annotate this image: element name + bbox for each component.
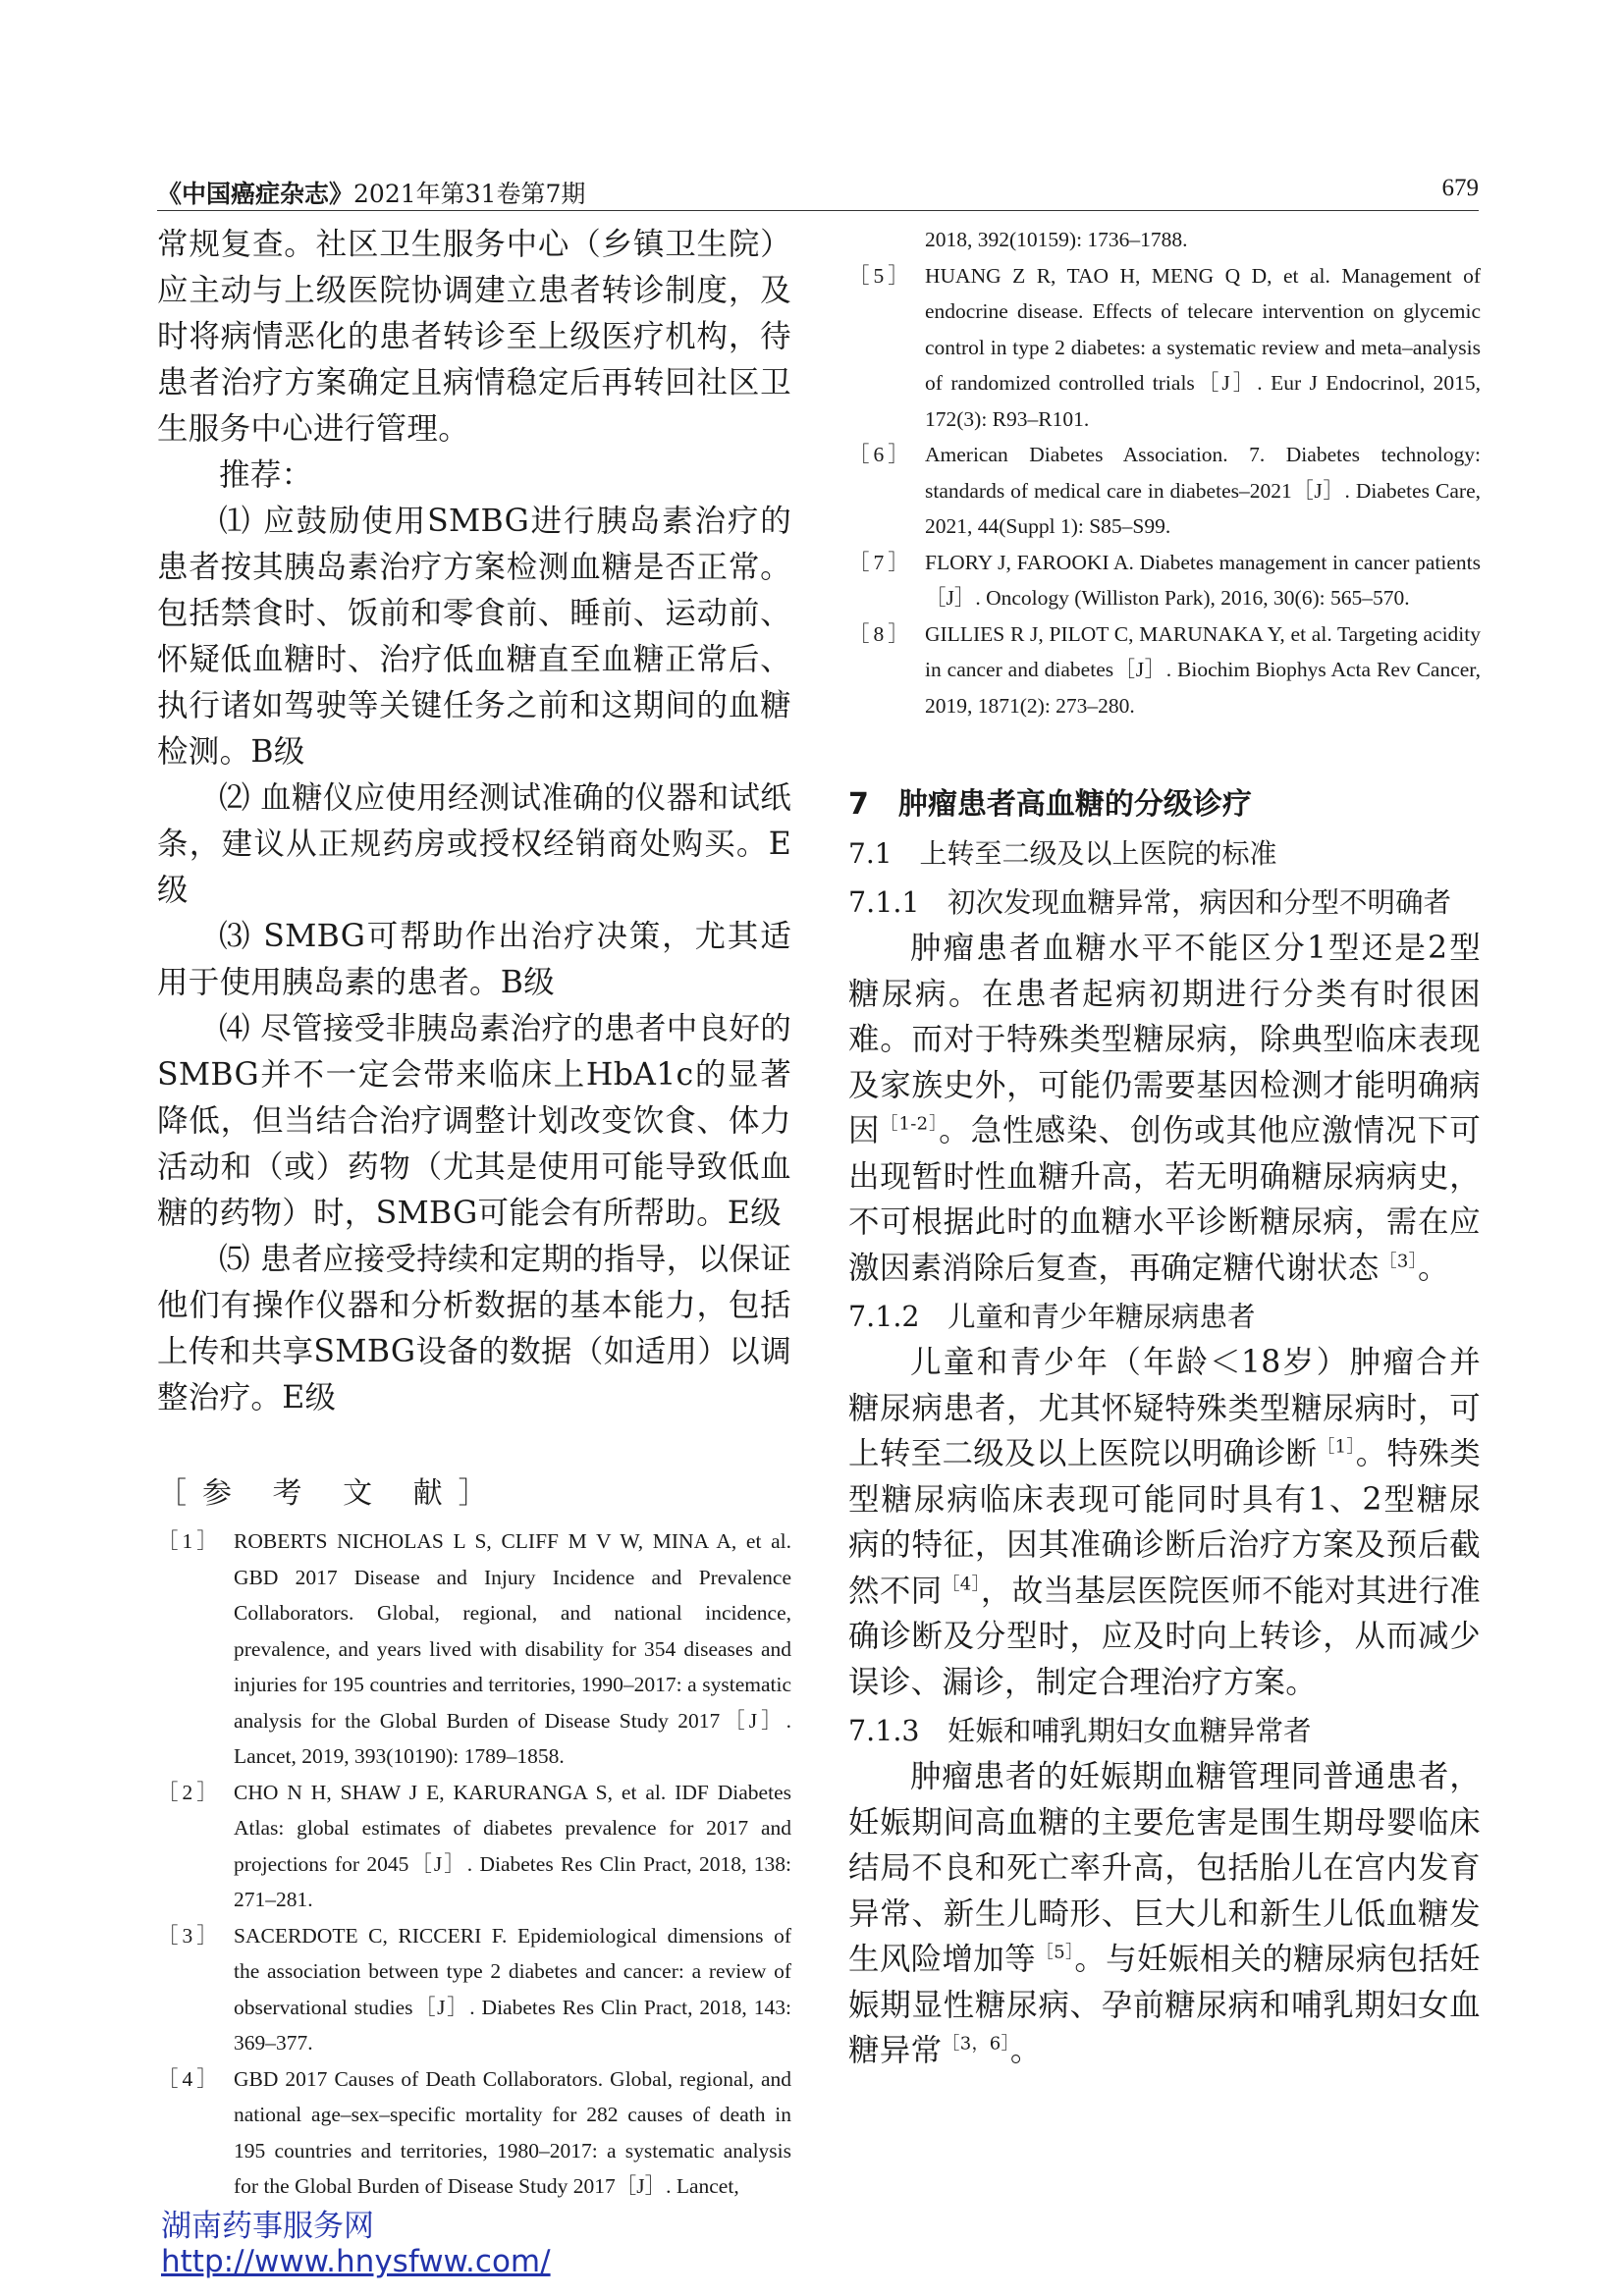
reference-item: ［8］ GILLIES R J, PILOT C, MARUNAKA Y, et al. Targeting acidity in cancer and diabetes［J］. Biochim Biophys Acta Rev Cancer, 2019, 1871(2): 273–280. (848, 616, 1481, 724)
section-7-1-3-heading: 7.1.3 妊娠和哺乳期妇女血糖异常者 (848, 1715, 1312, 1747)
reference-number: ［4］ (157, 2066, 222, 2091)
recommendation-4: ⑷ 尽管接受非胰岛素治疗的患者中良好的SMBG并不一定会带来临床上HbA1c的显著降低，但当结合治疗调整计划改变饮食、体力活动和（或）药物（尤其是使用可能导致低血糖的药物）时，SMBG可能会有所帮助。E级 (157, 1011, 791, 1231)
watermark (161, 2209, 551, 2279)
section-7-1-1-paragraph: 肿瘤患者血糖水平不能区分1型还是2型糖尿病。在患者起病初期进行分类有时很困难。而对于特殊类型糖尿病，除典型临床表现及家族史外，可能仍需要基因检测才能明确病因$^{[1-2]}$。急性感染、创伤或其他应激情况下可出现暂时性血糖升高，若无明确糖尿病病史，不可根据此时的血糖水平诊断糖尿病，需在应激因素消除后复查，再确定糖代谢状态$^{[3]}$。 (848, 931, 1481, 1286)
section-7-1-3-paragraph: 肿瘤患者的妊娠期血糖管理同普通患者，妊娠期间高血糖的主要危害是围生期母婴临床结局不良和死亡率升高，包括胎儿在宫内发育异常、新生儿畸形、巨大儿和新生儿低血糖发生风险增加等$^{[5]}$。与妊娠相关的糖尿病包括妊娠期显性糖尿病、孕前糖尿病和哺乳期妇女血糖异常$^{[3,6]}$。 (848, 1759, 1481, 2068)
citation: ［4］ (942, 1574, 981, 1594)
citation: ［1］ (1317, 1436, 1356, 1458)
left-column (157, 222, 791, 2205)
recommendation-3: ⑶ SMBG可帮助作出治疗决策，尤其适用于使用胰岛素的患者。B级 (157, 919, 791, 1000)
recommendation-1: ⑴ 应鼓励使用SMBG进行胰岛素治疗的患者按其胰岛素治疗方案检测血糖是否正常。包括禁食时、饭前和零食前、睡前、运动前、怀疑低血糖时、治疗低血糖直至血糖正常后、执行诸如驾驶等关键任务之前和这期间的血糖检测。B级 (157, 504, 791, 770)
reference-number: ［6］ (848, 443, 913, 466)
section-7-heading: 7 肿瘤患者高血糖的分级诊疗 (848, 787, 1252, 822)
reference-item: ［4］ GBD 2017 Causes of Death Collaborators. Global, regional, and national age–sex–specific mortality for 282 causes of death in 195 countries and territories, 1980–2017: a systematic analysis for the Global Burden of Disease Study 2017［J］. Lancet, (157, 2061, 791, 2205)
reference-item: ［3］ SACERDOTE C, RICCERI F. Epidemiological dimensions of the association between type 2 diabetes and cancer: a review of observational studies［J］. Diabetes Res Clin Pract, 2018, 143: 369–377. (157, 1918, 791, 2061)
section-7-1-heading: 7.1 上转至二级及以上医院的标准 (848, 837, 1277, 870)
citation: ［1-2］ (880, 1113, 940, 1135)
reference-item: ［7］ FLORY J, FAROOKI A. Diabetes management in cancer patients［J］. Oncology (Williston Park), 2016, 30(6): 565–570. (848, 545, 1481, 616)
reference-number: ［5］ (848, 263, 913, 288)
reference-item: ［2］ CHO N H, SHAW J E, KARURANGA S, et al. IDF Diabetes Atlas: global estimates of diabetes prevalence for 2017 and projections for 2045［J］. Diabetes Res Clin Pract, 2018, 138: 271–281. (157, 1775, 791, 1918)
reference-continued: 2018, 392(10159): 1736–1788. (925, 228, 1188, 251)
citation: ［3］ (1379, 1251, 1418, 1271)
running-header (157, 175, 1479, 214)
section-7-1-2-heading: 7.1.2 儿童和青少年糖尿病患者 (848, 1301, 1256, 1333)
recommendation-2: ⑵ 血糖仪应使用经测试准确的仪器和试纸条，建议从正规药房或授权经销商处购买。E级 (157, 780, 791, 908)
watermark-url[interactable]: http://www.hnysfww.com/ (161, 2244, 551, 2279)
recommendation-5: ⑸ 患者应接受持续和定期的指导，以保证他们有操作仪器和分析数据的基本能力，包括上传和共享SMBG设备的数据（如适用）以调整治疗。E级 (157, 1242, 791, 1415)
paragraph-continued: 常规复查。社区卫生服务中心（乡镇卫生院）应主动与上级医院协调建立患者转诊制度，及时将病情恶化的患者转诊至上级医疗机构，待患者治疗方案确定且病情稳定后再转回社区卫生服务中心进行管理。 (157, 227, 791, 447)
section-7-1-2-paragraph: 儿童和青少年（年龄＜18岁）肿瘤合并糖尿病患者，尤其怀疑特殊类型糖尿病时，可上转至二级及以上医院以明确诊断$^{[1]}$。特殊类型糖尿病临床表现可能同时具有1、2型糖尿病的特征，因其准确诊断后治疗方案及预后截然不同$^{[4]}$，故当基层医院医师不能对其进行准确诊断及分型时，应及时向上转诊，从而减少误诊、漏诊，制定合理治疗方案。 (848, 1345, 1481, 1700)
reference-number: ［8］ (848, 621, 913, 646)
citation: ［5］ (1035, 1942, 1075, 1963)
page-number: 679 (1441, 175, 1479, 201)
reference-number: ［1］ (157, 1529, 222, 1553)
reference-number: ［7］ (848, 550, 913, 574)
reference-item: ［6］ American Diabetes Association. 7. Diabetes technology: standards of medical care in diabetes–2021［J］. Diabetes Care, 2021, 44(Suppl 1): S85–S99. (848, 437, 1481, 545)
reference-item: ［1］ ROBERTS NICHOLAS L S, CLIFF M V W, MINA A, et al. GBD 2017 Disease and Injury Incidence and Prevalence Collaborators. Global, regional, and national incidence, prevalence, and years lived with disability for 354 diseases and injuries for 195 countries and territories, 1990–2017: a systematic analysis for the Global Burden of Disease Study 2017［J］. Lancet, 2019, 393(10190): 1789–1858. (157, 1523, 791, 1775)
reference-number: ［2］ (157, 1780, 222, 1804)
header-rule (157, 210, 1479, 211)
reference-number: ［3］ (157, 1923, 222, 1948)
recommendation-heading: 推荐： (219, 457, 313, 493)
reference-item: ［5］ HUANG Z R, TAO H, MENG Q D, et al. Management of endocrine disease. Effects of telecare intervention on glycemic control in type 2 diabetes: a systematic review and meta–analysis of randomized controlled trials［J］. Eur J Endocrinol, 2015, 172(3): R93–R101. (848, 258, 1481, 438)
journal-title: 《中国癌症杂志》2021年第31卷第7期 (157, 180, 586, 208)
citation: ［3，6］ (942, 2033, 1010, 2055)
section-7-1-1-heading: 7.1.1 初次发现血糖异常，病因和分型不明确者 (848, 886, 1452, 919)
right-column (848, 222, 1481, 2074)
references-title: ［参 考 文 献］ (157, 1476, 504, 1511)
watermark-site-name: 湖南药事服务网 (161, 2209, 374, 2244)
